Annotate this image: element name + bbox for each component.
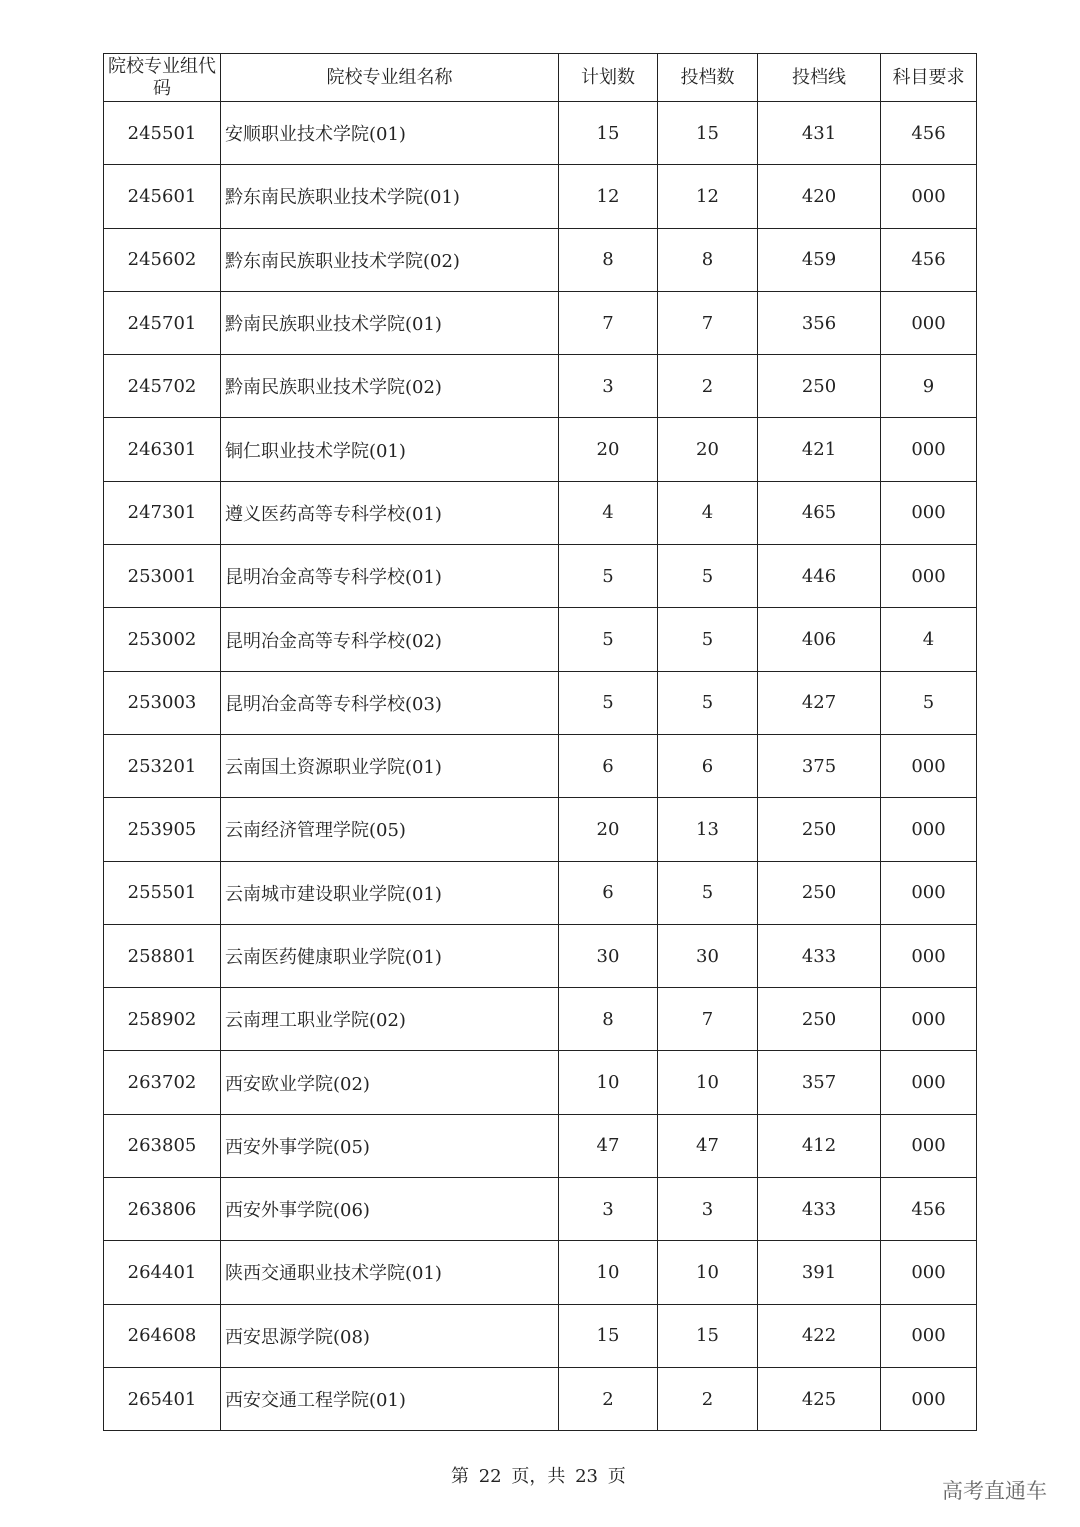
cell-code: 263702 (104, 1051, 221, 1114)
table-row (104, 481, 977, 544)
cell-subject: 000 (881, 545, 977, 608)
cell-code: 245701 (104, 291, 221, 354)
cell-plan: 10 (559, 1051, 658, 1114)
cell-plan: 5 (559, 671, 658, 734)
table-row (104, 1114, 977, 1177)
cell-cutoff: 422 (758, 1304, 881, 1367)
cell-code: 245601 (104, 165, 221, 228)
cell-subject: 5 (881, 671, 977, 734)
header-admitted: 投档数 (658, 54, 758, 102)
cell-plan: 30 (559, 924, 658, 987)
cell-admitted: 12 (658, 165, 758, 228)
cell-code: 265401 (104, 1367, 221, 1430)
cell-name: 云南城市建设职业学院(01) (221, 861, 559, 924)
cell-plan: 7 (559, 291, 658, 354)
cell-subject: 000 (881, 1051, 977, 1114)
cell-plan: 6 (559, 734, 658, 797)
cell-cutoff: 425 (758, 1367, 881, 1430)
cell-plan: 8 (559, 988, 658, 1051)
cell-cutoff: 465 (758, 481, 881, 544)
cell-admitted: 4 (658, 481, 758, 544)
table-row (104, 1304, 977, 1367)
cell-plan: 6 (559, 861, 658, 924)
cell-admitted: 6 (658, 734, 758, 797)
cell-admitted: 7 (658, 988, 758, 1051)
table-row (104, 1241, 977, 1304)
table-row (104, 608, 977, 671)
cell-cutoff: 250 (758, 798, 881, 861)
table-row (104, 1367, 977, 1430)
cell-plan: 4 (559, 481, 658, 544)
cell-admitted: 5 (658, 671, 758, 734)
cell-subject: 000 (881, 988, 977, 1051)
cell-cutoff: 250 (758, 988, 881, 1051)
table-row (104, 1178, 977, 1241)
cell-plan: 20 (559, 798, 658, 861)
table-row (104, 228, 977, 291)
watermark: 高考直通车 (942, 1479, 1047, 1503)
cell-code: 264608 (104, 1304, 221, 1367)
cell-cutoff: 427 (758, 671, 881, 734)
cell-code: 253905 (104, 798, 221, 861)
cell-admitted: 20 (658, 418, 758, 481)
table-row (104, 924, 977, 987)
cell-subject: 000 (881, 924, 977, 987)
cell-name: 西安外事学院(06) (221, 1178, 559, 1241)
cell-name: 西安欧业学院(02) (221, 1051, 559, 1114)
cell-name: 黔南民族职业技术学院(02) (221, 355, 559, 418)
cell-plan: 10 (559, 1241, 658, 1304)
cell-subject: 000 (881, 1114, 977, 1177)
cell-cutoff: 433 (758, 924, 881, 987)
cell-plan: 3 (559, 355, 658, 418)
cell-admitted: 47 (658, 1114, 758, 1177)
cell-name: 昆明冶金高等专科学校(01) (221, 545, 559, 608)
cell-name: 安顺职业技术学院(01) (221, 102, 559, 165)
header-name: 院校专业组名称 (221, 54, 559, 102)
cell-subject: 000 (881, 1367, 977, 1430)
header-plan: 计划数 (559, 54, 658, 102)
cell-code: 246301 (104, 418, 221, 481)
table-row (104, 291, 977, 354)
cell-plan: 5 (559, 608, 658, 671)
cell-cutoff: 375 (758, 734, 881, 797)
cell-cutoff: 250 (758, 355, 881, 418)
cell-name: 云南国土资源职业学院(01) (221, 734, 559, 797)
table-row (104, 165, 977, 228)
header-row (104, 54, 977, 102)
cell-subject: 000 (881, 798, 977, 861)
cell-code: 253003 (104, 671, 221, 734)
cell-code: 255501 (104, 861, 221, 924)
cell-cutoff: 391 (758, 1241, 881, 1304)
cell-plan: 12 (559, 165, 658, 228)
cell-name: 黔东南民族职业技术学院(02) (221, 228, 559, 291)
cell-subject: 000 (881, 291, 977, 354)
cell-plan: 15 (559, 1304, 658, 1367)
cell-admitted: 5 (658, 545, 758, 608)
cell-cutoff: 433 (758, 1178, 881, 1241)
cell-subject: 000 (881, 861, 977, 924)
cell-admitted: 13 (658, 798, 758, 861)
cell-admitted: 10 (658, 1241, 758, 1304)
cell-admitted: 7 (658, 291, 758, 354)
cell-cutoff: 357 (758, 1051, 881, 1114)
cell-code: 253201 (104, 734, 221, 797)
cell-code: 247301 (104, 481, 221, 544)
cell-admitted: 10 (658, 1051, 758, 1114)
cell-admitted: 8 (658, 228, 758, 291)
cell-code: 253001 (104, 545, 221, 608)
cell-code: 245501 (104, 102, 221, 165)
table-row (104, 798, 977, 861)
cell-code: 263806 (104, 1178, 221, 1241)
cell-admitted: 2 (658, 355, 758, 418)
table-row (104, 988, 977, 1051)
cell-cutoff: 420 (758, 165, 881, 228)
cell-subject: 000 (881, 481, 977, 544)
cell-name: 昆明冶金高等专科学校(02) (221, 608, 559, 671)
cell-name: 云南经济管理学院(05) (221, 798, 559, 861)
page-number: 第 22 页，共 23 页 (451, 1466, 626, 1487)
table-row (104, 418, 977, 481)
cell-code: 245702 (104, 355, 221, 418)
table-row (104, 355, 977, 418)
cell-cutoff: 250 (758, 861, 881, 924)
table-row (104, 861, 977, 924)
header-cutoff: 投档线 (758, 54, 881, 102)
table-row (104, 734, 977, 797)
cell-cutoff: 412 (758, 1114, 881, 1177)
cell-code: 264401 (104, 1241, 221, 1304)
header-subject: 科目要求 (881, 54, 977, 102)
cell-code: 258801 (104, 924, 221, 987)
cell-plan: 5 (559, 545, 658, 608)
cell-admitted: 15 (658, 102, 758, 165)
cell-code: 258902 (104, 988, 221, 1051)
cell-name: 西安思源学院(08) (221, 1304, 559, 1367)
cell-name: 陕西交通职业技术学院(01) (221, 1241, 559, 1304)
cell-name: 黔东南民族职业技术学院(01) (221, 165, 559, 228)
cell-subject: 000 (881, 1241, 977, 1304)
cell-cutoff: 406 (758, 608, 881, 671)
cell-cutoff: 446 (758, 545, 881, 608)
cell-subject: 000 (881, 418, 977, 481)
admission-table (103, 53, 977, 1431)
cell-admitted: 5 (658, 861, 758, 924)
cell-name: 云南理工职业学院(02) (221, 988, 559, 1051)
cell-plan: 8 (559, 228, 658, 291)
cell-cutoff: 431 (758, 102, 881, 165)
cell-name: 遵义医药高等专科学校(01) (221, 481, 559, 544)
cell-plan: 2 (559, 1367, 658, 1430)
cell-cutoff: 421 (758, 418, 881, 481)
cell-subject: 4 (881, 608, 977, 671)
cell-code: 253002 (104, 608, 221, 671)
cell-code: 263805 (104, 1114, 221, 1177)
cell-subject: 000 (881, 1304, 977, 1367)
cell-subject: 000 (881, 734, 977, 797)
header-code: 院校专业组代码 (104, 54, 221, 102)
cell-name: 昆明冶金高等专科学校(03) (221, 671, 559, 734)
cell-code: 245602 (104, 228, 221, 291)
table-row (104, 102, 977, 165)
cell-admitted: 15 (658, 1304, 758, 1367)
cell-plan: 20 (559, 418, 658, 481)
table-row (104, 671, 977, 734)
table-row (104, 1051, 977, 1114)
cell-cutoff: 459 (758, 228, 881, 291)
cell-name: 铜仁职业技术学院(01) (221, 418, 559, 481)
cell-subject: 9 (881, 355, 977, 418)
cell-plan: 15 (559, 102, 658, 165)
cell-plan: 3 (559, 1178, 658, 1241)
cell-subject: 456 (881, 1178, 977, 1241)
cell-name: 西安外事学院(05) (221, 1114, 559, 1177)
cell-name: 黔南民族职业技术学院(01) (221, 291, 559, 354)
cell-subject: 456 (881, 102, 977, 165)
cell-name: 西安交通工程学院(01) (221, 1367, 559, 1430)
cell-name: 云南医药健康职业学院(01) (221, 924, 559, 987)
cell-subject: 456 (881, 228, 977, 291)
cell-subject: 000 (881, 165, 977, 228)
cell-admitted: 30 (658, 924, 758, 987)
cell-cutoff: 356 (758, 291, 881, 354)
cell-plan: 47 (559, 1114, 658, 1177)
table-row (104, 545, 977, 608)
cell-admitted: 2 (658, 1367, 758, 1430)
cell-admitted: 3 (658, 1178, 758, 1241)
cell-admitted: 5 (658, 608, 758, 671)
